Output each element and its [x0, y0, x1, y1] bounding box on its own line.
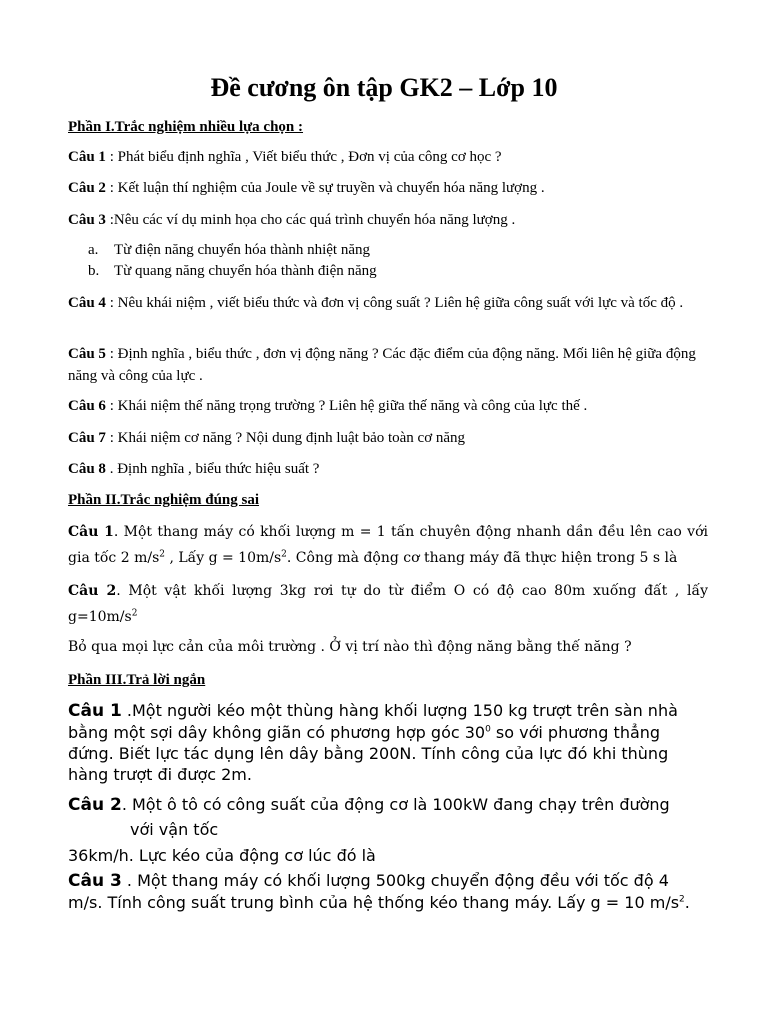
sublist-marker: b. [88, 263, 100, 279]
question-text: . Định nghĩa , biểu thức hiệu suất ? [105, 461, 320, 477]
superscript: 2 [159, 549, 165, 560]
sublist-text: Từ điện năng chuyển hóa thành nhiệt năng [114, 242, 370, 258]
question-text-1: . Một thang máy có khối lượng 500kg chuyển động đều với tốc độ 4 m/s. Tính công suất trung bình của hệ thống kéo thang máy. Lấy g = 10 m/s [68, 871, 680, 912]
part1-question-1 [68, 146, 708, 168]
part3-question-3 [68, 870, 708, 913]
sublist-item-b [88, 261, 688, 282]
question-label: Câu 8 [68, 461, 106, 477]
question-label: Câu 6 [68, 398, 106, 414]
part1-question-3 [68, 209, 708, 231]
question-text-2: . [684, 893, 690, 912]
question-text: : Nêu khái niệm , viết biểu thức và đơn vị công suất ? Liên hệ giữa công suất với lực và tốc độ . [105, 295, 684, 311]
part3-question-1 [68, 700, 708, 785]
question-text-1: . Một thang máy có khối lượng m = 1 tấn chuyên động nhanh dần đều lên cao với gia tốc 2 m/s [68, 524, 708, 566]
part2-question-2 [68, 578, 708, 630]
question-text: : Định nghĩa , biểu thức , đơn vị động năng ? Các đặc điểm của động năng. Mối liên hệ giữa động năng và công của lực . [68, 346, 696, 384]
question-text-1: . Một ô tô có công suất của động cơ là 100kW đang chạy trên đường [121, 795, 670, 814]
sublist-text: Từ quang năng chuyển hóa thành điện năng [114, 263, 377, 279]
question-text-3: . Công mà động cơ thang máy đã thực hiện trong 5 s là [286, 550, 678, 566]
question-label: Câu 2 [68, 795, 122, 815]
question-text-2: , Lấy g = 10m/s [165, 550, 282, 566]
superscript: 2 [679, 894, 685, 905]
part1-heading-text: Phần I.Trắc nghiệm nhiều lựa chọn : [68, 119, 304, 135]
superscript: 2 [131, 608, 138, 619]
question-label: Câu 5 [68, 346, 106, 362]
question-label: Câu 2 [68, 180, 106, 196]
question-text: : Kết luận thí nghiệm của Joule về sự truyền và chuyển hóa năng lượng . [105, 180, 545, 196]
part2-note [68, 634, 708, 660]
part1-question-4 [68, 292, 708, 314]
question-text-2: so với phương thẳng đứng. Biết lực tác dụng lên dây bằng 200N. Tính công của lực đó khi thùng hàng trượt đi được 2m. [68, 723, 669, 784]
part1-question-6 [68, 395, 708, 417]
question-text-1: . Một vật khối lượng 3kg rơi tự do từ điểm O có độ cao 80m xuống đất , lấy g=10m/s [68, 583, 708, 625]
question-label: Câu 7 [68, 430, 106, 446]
question-3-sublist [88, 240, 688, 282]
question-label: Câu 1 [68, 524, 114, 540]
document-title: Đề cương ôn tập GK2 – Lớp 10 [210, 73, 558, 102]
superscript: 2 [281, 549, 287, 560]
part2-heading [68, 489, 708, 511]
question-label: Câu 3 [68, 871, 122, 891]
question-text: : Khái niệm thế năng trọng trường ? Liên hệ giữa thế năng và công của lực thế . [105, 398, 588, 414]
question-label: Câu 3 [68, 212, 106, 228]
question-label: Câu 2 [68, 583, 117, 599]
part3-question-2 [68, 794, 708, 866]
sublist-item-a [88, 240, 688, 261]
question-label: Câu 1 [68, 701, 122, 721]
part1-question-7 [68, 427, 708, 449]
question-text-1: .Một người kéo một thùng hàng khối lượng 150 kg trượt trên sàn nhà bằng một sợi dây không giãn có phương hợp góc 30 [68, 701, 678, 742]
question-text: : Khái niệm cơ năng ? Nội dung định luật bảo toàn cơ năng [105, 430, 466, 446]
part2-heading-text: Phần II.Trắc nghiệm đúng sai [68, 492, 260, 508]
part1-heading [68, 116, 708, 138]
part1-question-8 [68, 458, 708, 480]
part1-question-2 [68, 177, 708, 199]
part2-question-1 [68, 519, 708, 571]
question-text-3: 36km/h. Lực kéo của động cơ lúc đó là [68, 846, 376, 865]
note-text: Bỏ qua mọi lực cản của môi trường . Ở vị trí nào thì động năng bằng thế năng ? [68, 639, 632, 655]
question-label: Câu 1 [68, 149, 106, 165]
part3-heading-text: Phần III.Trả lời ngắn [68, 672, 206, 688]
part1-question-5 [68, 343, 708, 387]
part3-heading [68, 669, 708, 691]
question-text-2: với vận tốc [130, 820, 219, 839]
question-text: :Nêu các ví dụ minh họa cho các quá trình chuyển hóa năng lượng . [105, 212, 516, 228]
superscript: 0 [485, 724, 491, 735]
question-label: Câu 4 [68, 295, 106, 311]
sublist-marker: a. [88, 242, 99, 258]
question-text: : Phát biểu định nghĩa , Viết biểu thức , Đơn vị của công cơ học ? [105, 149, 502, 165]
